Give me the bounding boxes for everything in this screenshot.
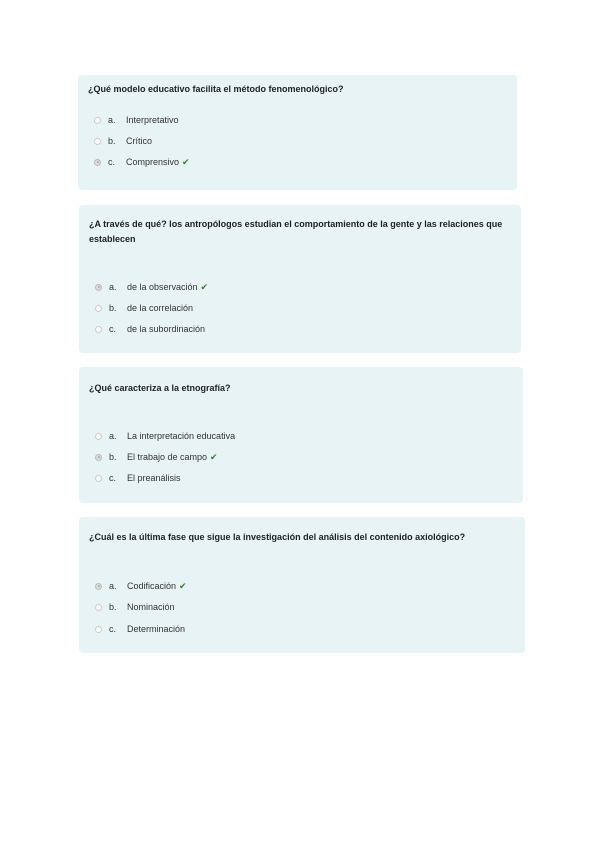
check-icon: ✔ <box>182 156 190 167</box>
answer-option-a[interactable] <box>94 113 179 127</box>
answer-option-c[interactable] <box>95 471 181 485</box>
radio-button-selected[interactable] <box>95 454 102 461</box>
radio-button[interactable] <box>94 138 101 145</box>
option-letter: b. <box>109 602 117 612</box>
question-text: ¿Cuál es la última fase que sigue la investigación del análisis del contenido axiológico? <box>89 532 466 542</box>
radio-button-selected[interactable] <box>95 583 102 590</box>
option-letter: b. <box>109 303 117 313</box>
question-card-2 <box>79 205 521 353</box>
option-text: de la observación <box>127 282 198 292</box>
radio-button[interactable] <box>94 117 101 124</box>
option-letter: a. <box>109 431 117 441</box>
question-text: ¿Qué modelo educativo facilita el método fenomenológico? <box>88 84 344 94</box>
question-card-3 <box>79 367 523 503</box>
option-letter: a. <box>108 115 116 125</box>
answer-option-c[interactable] <box>95 622 185 636</box>
radio-button[interactable] <box>95 305 102 312</box>
option-text: Codificación <box>127 581 177 591</box>
check-icon: ✔ <box>200 281 209 292</box>
radio-button[interactable] <box>95 326 102 333</box>
radio-button[interactable] <box>95 433 102 440</box>
answer-option-b[interactable] <box>95 301 193 315</box>
answer-option-a[interactable] <box>95 280 208 294</box>
answer-option-c[interactable] <box>94 155 190 169</box>
radio-button[interactable] <box>95 475 102 482</box>
radio-button-selected[interactable] <box>94 159 101 166</box>
option-letter: a. <box>109 282 117 292</box>
question-text: ¿A través de qué? los antropólogos estudian el comportamiento de la gente y las relaciones que establecen <box>89 219 503 244</box>
answer-option-c[interactable] <box>95 322 205 336</box>
option-text: El preanálisis <box>127 473 181 483</box>
answer-option-b[interactable] <box>95 600 175 614</box>
option-text: Comprensivo <box>126 157 180 167</box>
check-icon: ✔ <box>210 451 218 462</box>
radio-button-selected[interactable] <box>95 284 102 291</box>
answer-option-a[interactable] <box>95 579 187 593</box>
option-letter: c. <box>108 157 116 167</box>
option-text: Nominación <box>127 602 175 612</box>
option-text: La interpretación educativa <box>127 431 236 441</box>
question-card-1 <box>78 75 517 190</box>
question-text: ¿Qué caracteriza a la etnografía? <box>89 383 231 393</box>
option-text: El trabajo de campo <box>127 452 208 462</box>
question-card-4 <box>79 517 525 653</box>
option-text: Determinación <box>127 624 186 634</box>
answer-option-a[interactable] <box>95 429 235 443</box>
radio-button[interactable] <box>95 626 102 633</box>
option-letter: c. <box>109 324 117 334</box>
option-letter: b. <box>109 452 117 462</box>
option-text: Interpretativo <box>126 115 179 125</box>
option-letter: a. <box>109 581 117 591</box>
radio-button[interactable] <box>95 604 102 611</box>
option-letter: b. <box>108 136 116 146</box>
option-text: de la subordinación <box>127 324 206 334</box>
answer-option-b[interactable] <box>94 134 152 148</box>
option-letter: c. <box>109 624 117 634</box>
option-letter: c. <box>109 473 117 483</box>
check-icon: ✔ <box>179 580 187 591</box>
answer-option-b[interactable] <box>95 450 218 464</box>
option-text: de la correlación <box>127 303 194 313</box>
option-text: Crítico <box>126 136 153 146</box>
